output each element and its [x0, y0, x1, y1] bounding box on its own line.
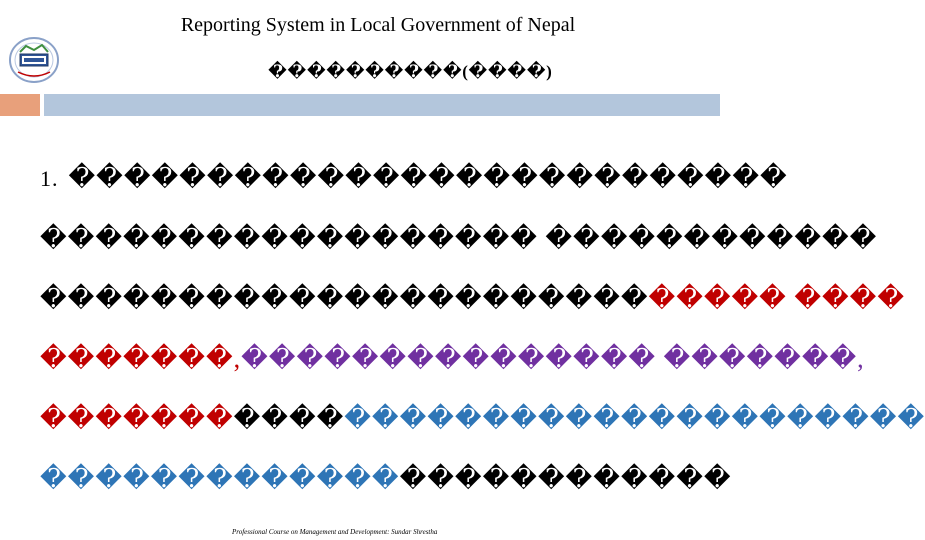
accent-bar-orange — [0, 94, 40, 116]
text-segment: ������� — [40, 404, 234, 433]
body-text — [40, 148, 925, 528]
text-segment: �������, — [40, 344, 242, 373]
text-segment: ������������������ ������������ — [40, 224, 878, 253]
body-line — [40, 148, 788, 209]
text-segment: ������������ — [399, 464, 732, 493]
text-segment: ��������������������� — [344, 404, 925, 433]
accent-bar-blue — [44, 94, 720, 116]
text-segment: ������������� — [40, 464, 400, 493]
text-segment: �������������������������� — [68, 163, 788, 192]
footer-credit: Professional Course on Management and Development: Sundar Shrestha — [232, 528, 438, 536]
body-line — [40, 209, 878, 269]
body-line — [40, 269, 905, 329]
body-line — [40, 449, 732, 509]
list-number: 1. — [40, 166, 59, 191]
page-subtitle: ����������(����) — [268, 62, 553, 81]
text-segment: ���������������������� — [40, 284, 649, 313]
body-line — [40, 329, 865, 389]
text-segment: ��������������� �������, — [241, 344, 865, 373]
text-segment: ���� — [233, 404, 345, 433]
body-line — [40, 389, 925, 449]
government-emblem-logo — [6, 34, 62, 86]
text-segment: ����� ���� — [648, 284, 905, 313]
page-title: Reporting System in Local Government of Nepal — [180, 14, 576, 36]
